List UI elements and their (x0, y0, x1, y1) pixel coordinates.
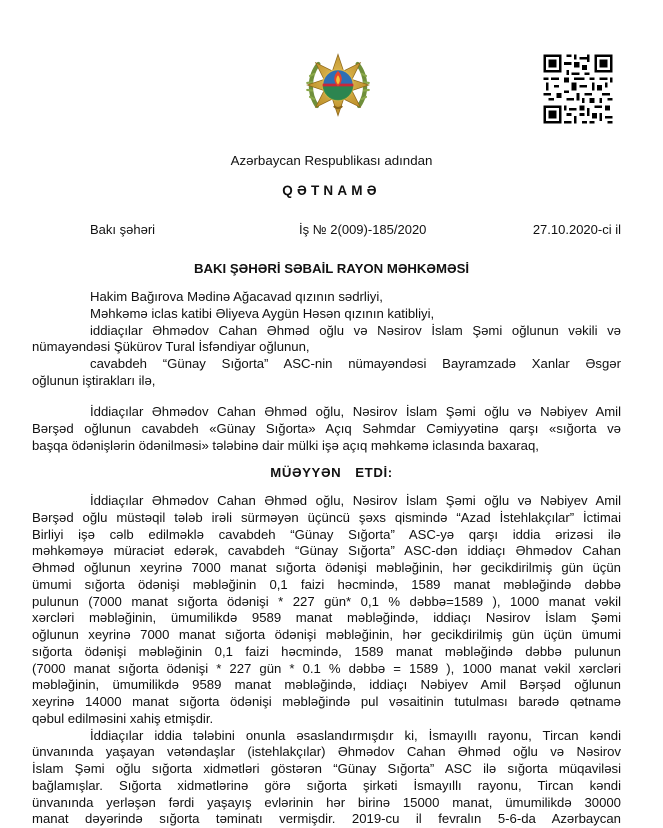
body-line: qəbul edilməsini xahiş etmişdir. (32, 710, 214, 726)
city-label: Bakı şəhəri (90, 222, 156, 237)
claim-line: Bərşəd oğlunun cavabdeh «Günay Sığorta» Açıq Səhmdar Cəmiyyətinə qarşı «sığorta və (32, 420, 621, 436)
body-line: ünvanında yaşayan vətəndaşlar (istehlakçılar) Əhmədov Cahan Əhməd oğlu və Nəsirov (32, 744, 621, 760)
body-line: sığorta ödənişi məbləğinin 0,1 faizi həcmində, 1589 manat məbləğində dəbbə pulunun (32, 643, 621, 659)
state-emblem-icon (303, 50, 373, 120)
body-line: İslam Şəmi oğlu sığorta xidmətləri göstərən “Günay Sığorta” ASC ilə sığorta müqaviləsi (32, 761, 621, 776)
qr-code-icon (541, 52, 615, 126)
body-line: Əhməd oğlunun xeyrinə 7000 manat sığorta ödənişi məbləğinin, hər gecikdirilmiş gün üçün (32, 560, 621, 575)
body-line: bağlamışlar. Sığorta xidmətlərinə görə sığorta şirkəti İsmayıllı rayonu, Tircan kəndi (32, 777, 621, 793)
claim-line: başqa ödənişlərin ödənilməsi» tələbinə dair mülki işə açıq məhkəmə iclasında baxaraq, (32, 437, 539, 453)
body-block (32, 493, 621, 828)
republic-heading: Azərbaycan Respublikası adından (230, 153, 433, 168)
intro-line: iddiaçılar Əhmədov Cahan Əhməd oğlu və Nəsirov İslam Şəmi oğlunun vəkili və (90, 322, 621, 338)
body-line: manat dəyərində sığorta təminatı vermişdir. 2019-cu il fevralın 5-6-da Azərbaycan (32, 811, 621, 827)
body-line: pulunun (7000 manat sığorta ödənişi * 227 gün* 0,1 % dəbbə=1589 ), 1000 manat vəkil (32, 593, 621, 609)
case-number: İş № 2(009)-185/2020 (299, 222, 427, 237)
document-title: QƏTNAMƏ (282, 183, 381, 198)
intro-line: oğlunun iştirakları ilə, (32, 372, 156, 388)
document-date: 27.10.2020-ci il (532, 222, 621, 237)
body-line: oğlunun xeyrinə 7000 manat sığorta ödənişi məbləğinin, hər gecikdirilmiş gün üçün ümumi (32, 627, 621, 642)
intro-line: Hakim Bağırova Mədinə Ağacavad qızının sədrliyi, (90, 289, 383, 304)
body-line: xərcləri məbləğinin, ümumilikdə 9589 manat məbləğində, iddiaçı Nəsirov İslam Şəmi (32, 610, 621, 626)
body-line: məbləğinin, ümumilikdə 9589 manat məbləğində, iddiaçı Nəbiyev Amil Bərşəd oğlunun (32, 677, 621, 693)
body-line: ünvanında yerləşən fərdi yaşayış evlərinin hər birinə 15000 manat, ümumilikdə 30000 (32, 794, 621, 810)
body-line: məhkəməyə müraciət edərək, cavabdeh “Günay Sığorta” ASC-dən iddiaçı Əhmədov Cahan (32, 543, 621, 559)
intro-line: Məhkəmə iclas katibi Əliyeva Aygün Həsən qızının katibliyi, (90, 305, 435, 321)
body-line: (7000 manat sığorta ödənişi * 227 gün * 0.1 % dəbbə = 1589 ), 1000 manat vəkil xərcləri (32, 660, 621, 676)
claim-block (32, 404, 621, 454)
section-heading: MÜƏYYƏN ETDİ: (270, 465, 393, 480)
body-line: Birliyi işə cəlb edilməklə cavabdeh “Günay Sığorta” ASC-yə qarşı iddia ərizəsi ilə (32, 526, 621, 542)
intro-line: cavabdeh “Günay Sığorta” ASC-nin nümayəndəsi Bayramzadə Xanlar Əsgər (90, 356, 621, 371)
body-line: ümumi sığorta ödənişi məbləğinin 0,1 faizi həcmində, 1589 manat məbləğində dəbbə (32, 576, 621, 592)
body-line: xeyrinə 14000 manat sığorta ödənişi məbləğində pul vəsaitinin tutulması barədə qətnamə (32, 694, 621, 709)
body-line: İddiaçılar iddia tələbini onunla əsaslandırmışdır ki, İsmayıllı rayonu, Tircan kəndi (90, 727, 621, 743)
court-name: BAKI ŞƏHƏRİ SƏBAİL RAYON MƏHKƏMƏSİ (193, 261, 470, 276)
body-line: İddiaçılar Əhmədov Cahan Əhməd oğlu, Nəsirov İslam Şəmi oğlu və Nəbiyev Amil (90, 493, 621, 508)
intro-line: nümayəndəsi Şükürov Tural İsfəndiyar oğlunun, (32, 339, 310, 355)
intro-block (32, 289, 621, 390)
claim-line: İddiaçılar Əhmədov Cahan Əhməd oğlu, Nəsirov İslam Şəmi oğlu və Nəbiyev Amil (90, 404, 621, 419)
body-line: Bərşəd oğlu müstəqil tələb irəli sürməyən üçüncü şəxs qismində “Azad İstehlakçılar” İctimai (32, 509, 621, 525)
